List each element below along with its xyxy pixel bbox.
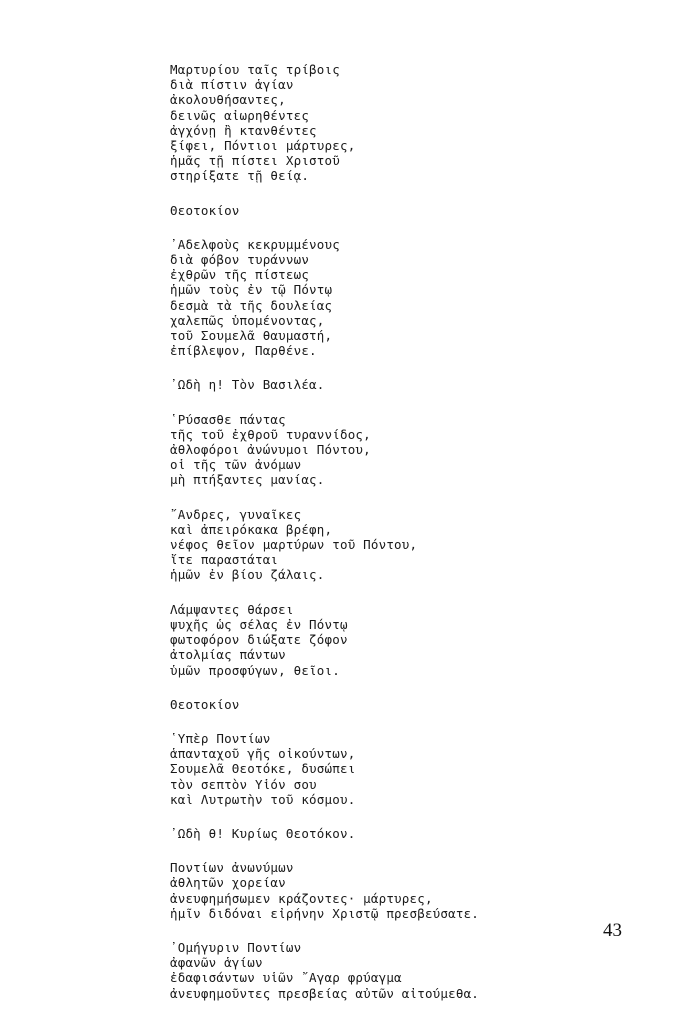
text-line: Θεοτοκίον <box>170 202 240 218</box>
stanza <box>170 237 670 359</box>
text-line: ὑμῶν προσφύγων, θεῖοι. <box>170 662 340 678</box>
text-line: Θεοτοκίον <box>170 696 240 712</box>
text-line: ᾿Ωδὴ θ! Κυρίως Θεοτόκον. <box>170 825 356 841</box>
text-line: ψυχῆς ὡς σέλας ἐν Πόντῳ <box>170 616 348 632</box>
text-line: ᾿Αδελφοὺς κεκρυμμένους <box>170 236 340 252</box>
stanza <box>170 860 670 921</box>
stanza <box>170 826 670 841</box>
text-line: ἀθλοφόροι ἀνώνυμοι Πόντου, <box>170 442 371 458</box>
text-line: χαλεπῶς ὑπομένοντας, <box>170 312 325 328</box>
stanza <box>170 697 670 712</box>
text-line: ἐχθρῶν τῆς πίστεως <box>170 267 310 283</box>
text-line: ῎Ανδρες, γυναῖκες <box>170 506 302 522</box>
text-line: ἐπίβλεψον, Παρθένε. <box>170 343 317 359</box>
text-line: ἀθλητῶν χορείαν <box>170 875 286 891</box>
text-line: τοῦ Σουμελᾶ θαυμαστή, <box>170 328 333 344</box>
text-line: φωτοφόρον διώξατε ζόφον <box>170 632 348 648</box>
stanza <box>170 507 670 583</box>
text-line: Σουμελᾶ Θεοτόκε, δυσώπει <box>170 761 356 777</box>
text-line: ἐδαφισάντων υἱῶν ῎Αγαρ φρύαγμα <box>170 970 402 986</box>
stanza <box>170 203 670 218</box>
text-line: ἡμῶν ἐν βίου ζάλαις. <box>170 567 325 583</box>
text-line: διὰ πίστιν ἁγίαν <box>170 77 294 93</box>
stanza <box>170 602 670 678</box>
text-line: Ποντίων ἀνωνύμων <box>170 860 294 876</box>
stanza <box>170 940 670 1001</box>
text-line: ἀφανῶν ἁγίων <box>170 955 263 971</box>
text-line: τῆς τοῦ ἐχθροῦ τυραννίδος, <box>170 426 371 442</box>
text-line: ἀγχόνῃ ἢ κτανθέντες <box>170 122 317 138</box>
text-line: ᾿Ωδὴ η! Τὸν Βασιλέα. <box>170 377 325 393</box>
text-line: ξίφει, Πόντιοι μάρτυρες, <box>170 138 356 154</box>
text-line: ἡμῖν διδόναι εἰρήνην Χριστῷ πρεσβεύσατε. <box>170 905 480 921</box>
text-line: νέφος θεῖον μαρτύρων τοῦ Πόντου, <box>170 537 418 553</box>
text-line: Λάμψαντες θάρσει <box>170 601 294 617</box>
text-line: ἡμῶν τοὺς ἐν τῷ Πόντῳ <box>170 282 333 298</box>
stanza <box>170 377 670 392</box>
text-line: ἀνευφημήσωμεν κράζοντες· μάρτυρες, <box>170 890 433 906</box>
hymn-text <box>170 62 670 1020</box>
text-line: ῾Ρύσασθε πάντας <box>170 411 286 427</box>
text-line: ᾿Ομήγυριν Ποντίων <box>170 939 302 955</box>
text-line: ἁπανταχοῦ γῆς οἰκούντων, <box>170 746 356 762</box>
text-line: διὰ φόβον τυράννων <box>170 252 310 268</box>
text-line: καὶ Λυτρωτὴν τοῦ κόσμου. <box>170 791 356 807</box>
text-line: δεινῶς αἰωρηθέντες <box>170 107 310 123</box>
stanza <box>170 62 670 184</box>
text-line: τὸν σεπτὸν Υἱόν σου <box>170 776 317 792</box>
text-line: ἀνευφημοῦντες πρεσβείας αὐτῶν αἰτούμεθα. <box>170 985 480 1001</box>
text-line: μὴ πτήξαντες μανίας. <box>170 472 325 488</box>
text-line: καὶ ἀπειρόκακα βρέφη, <box>170 521 333 537</box>
text-line: ἴτε παραστάται <box>170 552 279 568</box>
text-line: ἀκολουθήσαντες, <box>170 92 286 108</box>
stanza <box>170 412 670 488</box>
text-line: οἱ τῆς τῶν ἀνόμων <box>170 457 302 473</box>
page-number: 43 <box>603 920 622 941</box>
text-line: Μαρτυρίου ταῖς τρίβοις <box>170 62 340 77</box>
text-line: στηρίξατε τῇ θείᾳ. <box>170 168 310 184</box>
text-line: ἀτολμίας πάντων <box>170 647 286 663</box>
stanza <box>170 731 670 807</box>
text-line: ῾Υπὲρ Ποντίων <box>170 730 271 746</box>
text-line: ἡμᾶς τῇ πίστει Χριστοῦ <box>170 153 340 169</box>
text-line: δεσμὰ τὰ τῆς δουλείας <box>170 297 333 313</box>
